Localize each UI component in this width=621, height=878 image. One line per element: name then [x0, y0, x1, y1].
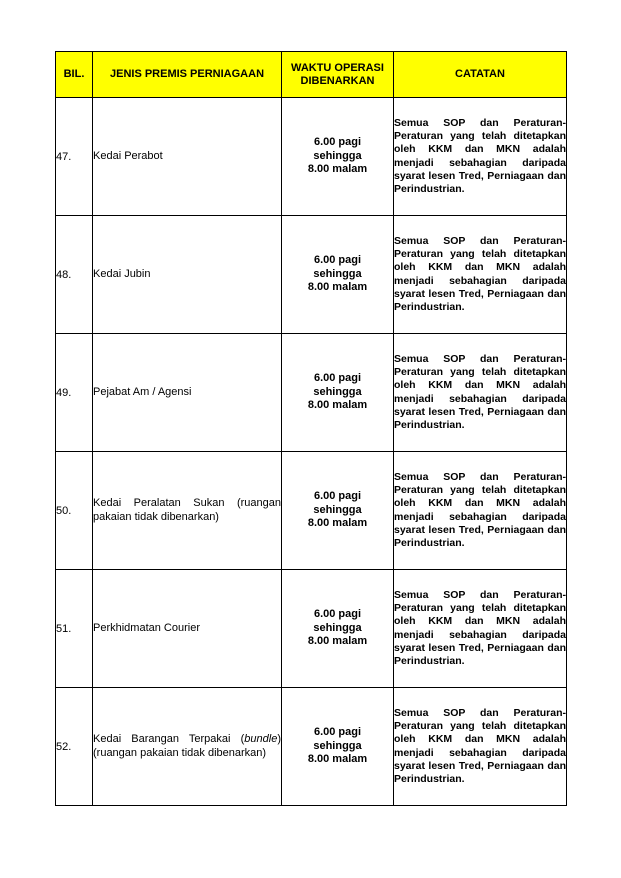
table-row [56, 98, 567, 216]
time-end: 8.00 malam [307, 517, 368, 530]
premise-name-italic: bundle [244, 733, 278, 745]
time-end: 8.00 malam [307, 753, 368, 766]
header-jenis: JENIS PREMIS PERNIAGAAN [93, 52, 282, 98]
premises-table [55, 51, 567, 806]
note: Semua SOP dan Peraturan-Peraturan yang telah ditetapkan oleh KKM dan MKN adalah menjadi sebahagian daripada syarat lesen Tred, Perniagaan dan Perindustrian. [394, 688, 567, 806]
table-row [56, 570, 567, 688]
table-row [56, 216, 567, 334]
row-number: 50. [56, 452, 93, 570]
premise-name: Kedai Jubin [93, 216, 282, 334]
note: Semua SOP dan Peraturan-Peraturan yang telah ditetapkan oleh KKM dan MKN adalah menjadi sebahagian daripada syarat lesen Tred, Perniagaan dan Perindustrian. [394, 334, 567, 452]
time-start: 6.00 pagi [313, 254, 362, 267]
time-end: 8.00 malam [307, 281, 368, 294]
time-until: sehingga [313, 149, 362, 162]
operating-hours [282, 334, 394, 452]
operating-hours [282, 216, 394, 334]
row-number: 48. [56, 216, 93, 334]
table-row [56, 334, 567, 452]
header-bil: BIL. [56, 52, 93, 98]
note: Semua SOP dan Peraturan-Peraturan yang telah ditetapkan oleh KKM dan MKN adalah menjadi sebahagian daripada syarat lesen Tred, Perniagaan dan Perindustrian. [394, 570, 567, 688]
time-until: sehingga [313, 739, 362, 752]
time-end: 8.00 malam [307, 163, 368, 176]
time-until: sehingga [313, 621, 362, 634]
premise-name: Pejabat Am / Agensi [93, 334, 282, 452]
operating-hours [282, 688, 394, 806]
operating-hours [282, 570, 394, 688]
time-until: sehingga [313, 267, 362, 280]
operating-hours [282, 98, 394, 216]
header-waktu-line1: WAKTU OPERASI [291, 61, 384, 74]
time-end: 8.00 malam [307, 399, 368, 412]
premise-name: Kedai Peralatan Sukan (ruangan pakaian tidak dibenarkan) [93, 452, 282, 570]
time-end: 8.00 malam [307, 635, 368, 648]
premise-name: Perkhidmatan Courier [93, 570, 282, 688]
time-start: 6.00 pagi [313, 726, 362, 739]
note: Semua SOP dan Peraturan-Peraturan yang telah ditetapkan oleh KKM dan MKN adalah menjadi sebahagian daripada syarat lesen Tred, Perniagaan dan Perindustrian. [394, 216, 567, 334]
premise-name-pre: Kedai Barangan Terpakai ( [93, 733, 245, 745]
note: Semua SOP dan Peraturan-Peraturan yang telah ditetapkan oleh KKM dan MKN adalah menjadi sebahagian daripada syarat lesen Tred, Perniagaan dan Perindustrian. [394, 452, 567, 570]
row-number: 47. [56, 98, 93, 216]
premise-name: Kedai Perabot [93, 98, 282, 216]
table-row [56, 688, 567, 806]
time-start: 6.00 pagi [313, 372, 362, 385]
table-row [56, 452, 567, 570]
row-number: 52. [56, 688, 93, 806]
premise-name [93, 688, 282, 806]
note: Semua SOP dan Peraturan-Peraturan yang telah ditetapkan oleh KKM dan MKN adalah menjadi sebahagian daripada syarat lesen Tred, Perniagaan dan Perindustrian. [394, 98, 567, 216]
operating-hours [282, 452, 394, 570]
header-waktu-line2: DIBENARKAN [300, 74, 375, 87]
premise-name-post: ) (ruangan pakaian tidak dibenarkan) [93, 733, 281, 759]
time-until: sehingga [313, 385, 362, 398]
table-header-row [56, 52, 567, 98]
header-catatan: CATATAN [394, 52, 567, 98]
time-until: sehingga [313, 503, 362, 516]
row-number: 49. [56, 334, 93, 452]
header-waktu [282, 52, 394, 98]
time-start: 6.00 pagi [313, 608, 362, 621]
row-number: 51. [56, 570, 93, 688]
time-start: 6.00 pagi [313, 136, 362, 149]
time-start: 6.00 pagi [313, 490, 362, 503]
